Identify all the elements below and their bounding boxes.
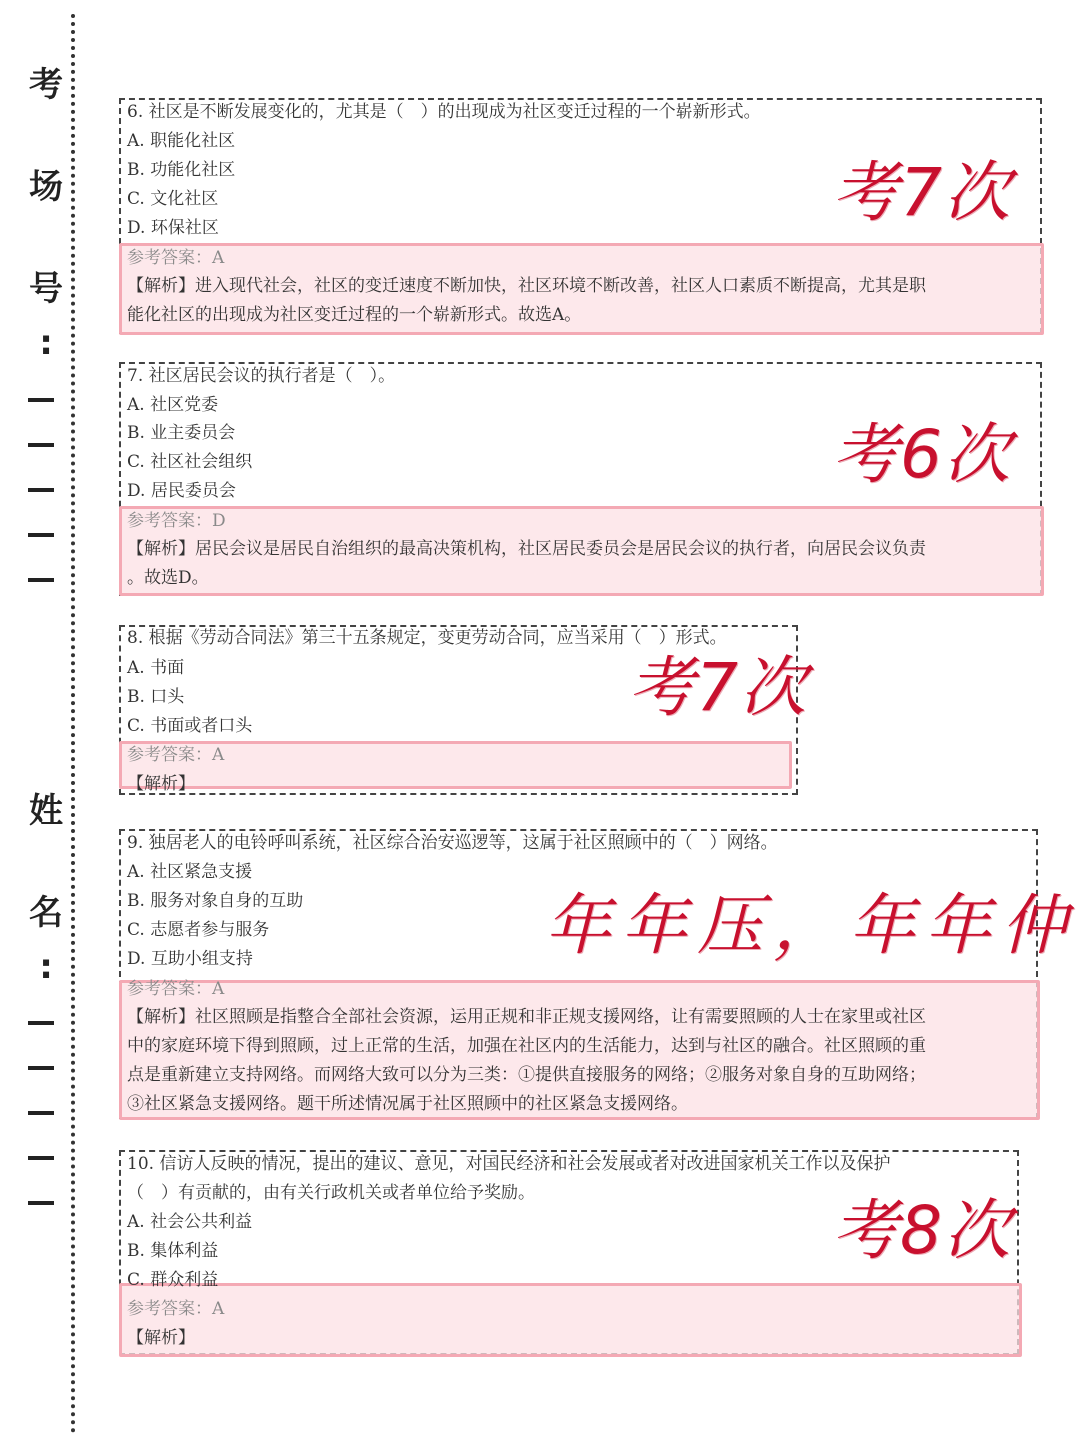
name-blank-dash bbox=[28, 1156, 54, 1160]
question-7-option-b: B. 业主委员会 bbox=[127, 423, 236, 443]
exam-room-label-char-3: 号 bbox=[29, 269, 63, 309]
question-6-option-b: B. 功能化社区 bbox=[127, 160, 236, 180]
question-9-option-a: A. 社区紧急支援 bbox=[127, 862, 253, 882]
exam-room-blank-dash bbox=[28, 398, 54, 402]
question-8-option-a: A. 书面 bbox=[127, 658, 185, 678]
question-6-option-d: D. 环保社区 bbox=[127, 218, 219, 238]
name-blank-dash bbox=[28, 1111, 54, 1115]
question-9-stem: 9. 独居老人的电铃呼叫系统，社区综合治安巡逻等，这属于社区照顾中的（ ）网络。 bbox=[127, 833, 778, 853]
exam-room-blank-dash bbox=[28, 533, 54, 537]
question-6-option-c: C. 文化社区 bbox=[127, 189, 219, 209]
question-10-frequency-stamp: 考8次 bbox=[832, 1192, 1012, 1269]
question-9-option-b: B. 服务对象自身的互助 bbox=[127, 891, 304, 911]
question-6-analysis-line-1: 【解析】进入现代社会，社区的变迁速度不断加快，社区环境不断改善，社区人口素质不断提高，尤其是职 bbox=[127, 276, 926, 296]
question-9-analysis-line-1: 【解析】社区照顾是指整合全部社会资源，运用正规和非正规支援网络，让有需要照顾的人士在家里或社区 bbox=[127, 1007, 926, 1027]
question-6-option-a: A. 职能化社区 bbox=[127, 131, 236, 151]
name-blank-dash bbox=[28, 1201, 54, 1205]
name-label-colon: : bbox=[39, 947, 53, 987]
question-9-analysis-line-3: 点是重新建立支持网络。而网络大致可以分为三类：①提供直接服务的网络；②服务对象自身的互助网络； bbox=[127, 1065, 926, 1085]
question-7-option-d: D. 居民委员会 bbox=[127, 481, 236, 501]
exam-room-label-colon: : bbox=[39, 323, 53, 363]
question-10-stem-line-2: （ ）有贡献的，由有关行政机关或者单位给予奖励。 bbox=[127, 1183, 535, 1203]
question-7-answer: 参考答案：D bbox=[127, 511, 226, 531]
question-9-option-d: D. 互助小组支持 bbox=[127, 949, 253, 969]
question-10-option-a: A. 社会公共利益 bbox=[127, 1212, 253, 1232]
question-9-answer: 参考答案：A bbox=[127, 979, 225, 999]
question-8-option-c: C. 书面或者口头 bbox=[127, 716, 253, 736]
exam-room-label-char-2: 场 bbox=[29, 167, 63, 207]
binding-dotted-line bbox=[71, 14, 75, 1434]
question-7-frequency-stamp: 考6次 bbox=[832, 416, 1012, 493]
exam-room-blank-dash bbox=[28, 443, 54, 447]
question-7-option-a: A. 社区党委 bbox=[127, 395, 219, 415]
question-7-option-c: C. 社区社会组织 bbox=[127, 452, 253, 472]
question-6-answer: 参考答案：A bbox=[127, 248, 225, 268]
question-10-stem-line-1: 10. 信访人反映的情况，提出的建议、意见，对国民经济和社会发展或者对改进国家机关工作以及保护 bbox=[127, 1154, 891, 1174]
name-blank-dash bbox=[28, 1066, 54, 1070]
exam-room-label-char-1: 考 bbox=[29, 65, 63, 105]
question-9-analysis-line-2: 中的家庭环境下得到照顾，过上正常的生活，加强在社区内的生活能力，达到与社区的融合。社区照顾的重 bbox=[127, 1036, 926, 1056]
question-10-analysis: 【解析】 bbox=[127, 1328, 195, 1348]
question-9-option-c: C. 志愿者参与服务 bbox=[127, 920, 270, 940]
name-label-char-1: 姓 bbox=[29, 791, 63, 831]
question-8-option-b: B. 口头 bbox=[127, 687, 185, 707]
exam-room-blank-dash bbox=[28, 578, 54, 582]
question-8-answer: 参考答案：A bbox=[127, 745, 225, 765]
question-8-stem: 8. 根据《劳动合同法》第三十五条规定，变更劳动合同，应当采用（ ）形式。 bbox=[127, 628, 727, 648]
question-7-stem: 7. 社区居民会议的执行者是（ ）。 bbox=[127, 366, 396, 386]
question-7-analysis-line-2: 。故选D。 bbox=[127, 568, 209, 588]
name-blank-dash bbox=[28, 1021, 54, 1025]
question-6-frequency-stamp: 考7次 bbox=[832, 154, 1012, 231]
question-10-option-c: C. 群众利益 bbox=[127, 1270, 219, 1290]
question-10-answer-highlight bbox=[119, 1283, 1022, 1357]
question-9-analysis-line-4: ③社区紧急支援网络。题干所述情况属于社区照顾中的社区紧急支援网络。 bbox=[127, 1094, 688, 1114]
question-7-analysis-line-1: 【解析】居民会议是居民自治组织的最高决策机构，社区居民委员会是居民会议的执行者，向居民会议负责 bbox=[127, 539, 926, 559]
exam-room-blank-dash bbox=[28, 488, 54, 492]
question-6-stem: 6. 社区是不断发展变化的，尤其是（ ）的出现成为社区变迁过程的一个崭新形式。 bbox=[127, 102, 761, 122]
question-10-option-b: B. 集体利益 bbox=[127, 1241, 219, 1261]
question-9-frequency-stamp: 年年压，年年仲 bbox=[545, 887, 1077, 964]
question-8-frequency-stamp: 考7次 bbox=[628, 649, 808, 726]
question-10-answer: 参考答案：A bbox=[127, 1299, 225, 1319]
question-8-analysis: 【解析】 bbox=[127, 774, 195, 794]
question-6-analysis-line-2: 能化社区的出现成为社区变迁过程的一个崭新形式。故选A。 bbox=[127, 305, 582, 325]
name-label-char-2: 名 bbox=[29, 893, 63, 933]
